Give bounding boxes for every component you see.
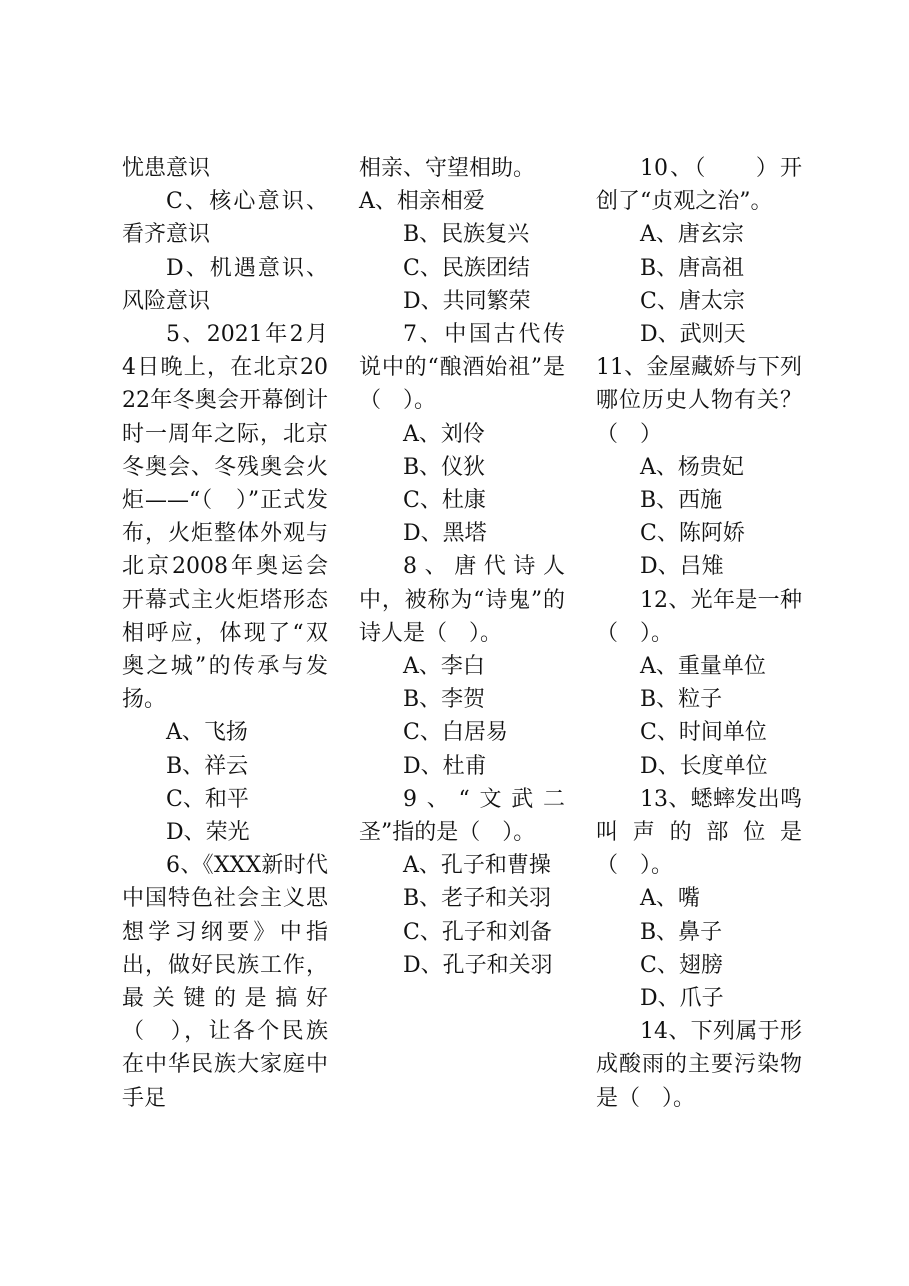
paragraph: A、李白 [403,654,485,680]
paragraph: C、民族团结 [403,255,530,281]
paragraph: C、和平 [166,786,249,812]
paragraph: A、孔子和曹操 [403,853,551,879]
paragraph: 12、光年是一种（ ）。 [596,587,802,646]
paragraph: C、杜康 [403,488,486,514]
paragraph: B、李贺 [403,687,486,713]
paragraph: 9、“文武二圣”指的是（ ）。 [359,786,565,846]
paragraph: A、重量单位 [640,654,766,680]
paragraph: A、刘伶 [403,421,485,447]
paragraph: C、陈阿娇 [640,521,745,547]
paragraph: A、杨贵妃 [640,454,744,480]
paragraph: D、共同繁荣 [403,288,531,314]
paragraph: C、唐太宗 [640,288,745,314]
paragraph: 14、下列属于形成酸雨的主要污染物是（ ）。 [596,1019,802,1111]
text-column-3 [596,152,802,1115]
paragraph: 10、（ ）开创了“贞观之治”。 [596,156,802,215]
paragraph: 相亲、守望相助。 [359,156,536,181]
paragraph: C、核心意识、看齐意识 [122,189,328,248]
paragraph: C、翅膀 [640,952,723,978]
text-column-1 [122,152,328,1115]
paragraph: A、嘴 [640,886,700,912]
paragraph: 6、《XXX新时代中国特色社会主义思想学习纲要》中指出，做好民族工作，最关键的是搞好（ ），让各个民族在中华民族大家庭中手足 [122,853,328,1111]
paragraph: 7、中国古代传说中的“酿酒始祖”是（ ）。 [359,322,565,414]
paragraph: B、祥云 [166,753,249,779]
paragraph: D、长度单位 [640,753,768,779]
text-column-2 [359,152,565,982]
paragraph: A、相亲相爱 [359,189,485,215]
paragraph: 11、金屋藏娇与下列哪位历史人物有关？（ ） [596,355,802,447]
paragraph: B、仪狄 [403,454,486,480]
paragraph: D、机遇意识、风险意识 [122,255,328,314]
paragraph: A、飞扬 [166,720,248,746]
paragraph: D、武则天 [640,322,746,348]
paragraph: 5、2021年2月4日晚上，在北京2022年冬奥会开幕倒计时一周年之际，北京冬奥会、冬残奥会火炬——“（ ）”正式发布，火炬整体外观与北京2008年奥运会开幕式主火炬塔形态相呼应，体现了“双奥之城”的传承与发扬。 [122,322,328,713]
paragraph: C、白居易 [403,720,508,746]
paragraph: D、孔子和关羽 [403,952,553,978]
paragraph: C、孔子和刘备 [403,919,552,945]
paragraph: D、荣光 [166,820,250,846]
paragraph: D、吕雉 [640,554,724,580]
paragraph: B、西施 [640,488,723,514]
paragraph: A、唐玄宗 [640,222,744,248]
paragraph: B、唐高祖 [640,255,745,281]
paragraph: 8、唐代诗人中，被称为“诗鬼”的诗人是（ ）。 [359,554,565,646]
paragraph: D、杜甫 [403,753,487,779]
paragraph: D、黑塔 [403,521,487,547]
paragraph: B、老子和关羽 [403,886,552,912]
paragraph: B、鼻子 [640,919,723,945]
paragraph: B、民族复兴 [403,222,530,248]
paragraph: D、爪子 [640,986,724,1012]
paragraph: 忧患意识 [122,156,211,181]
paragraph: C、时间单位 [640,720,767,746]
paragraph: 13、蟋蟀发出鸣叫声的部位是（ ）。 [596,786,802,879]
paragraph: B、粒子 [640,687,723,713]
